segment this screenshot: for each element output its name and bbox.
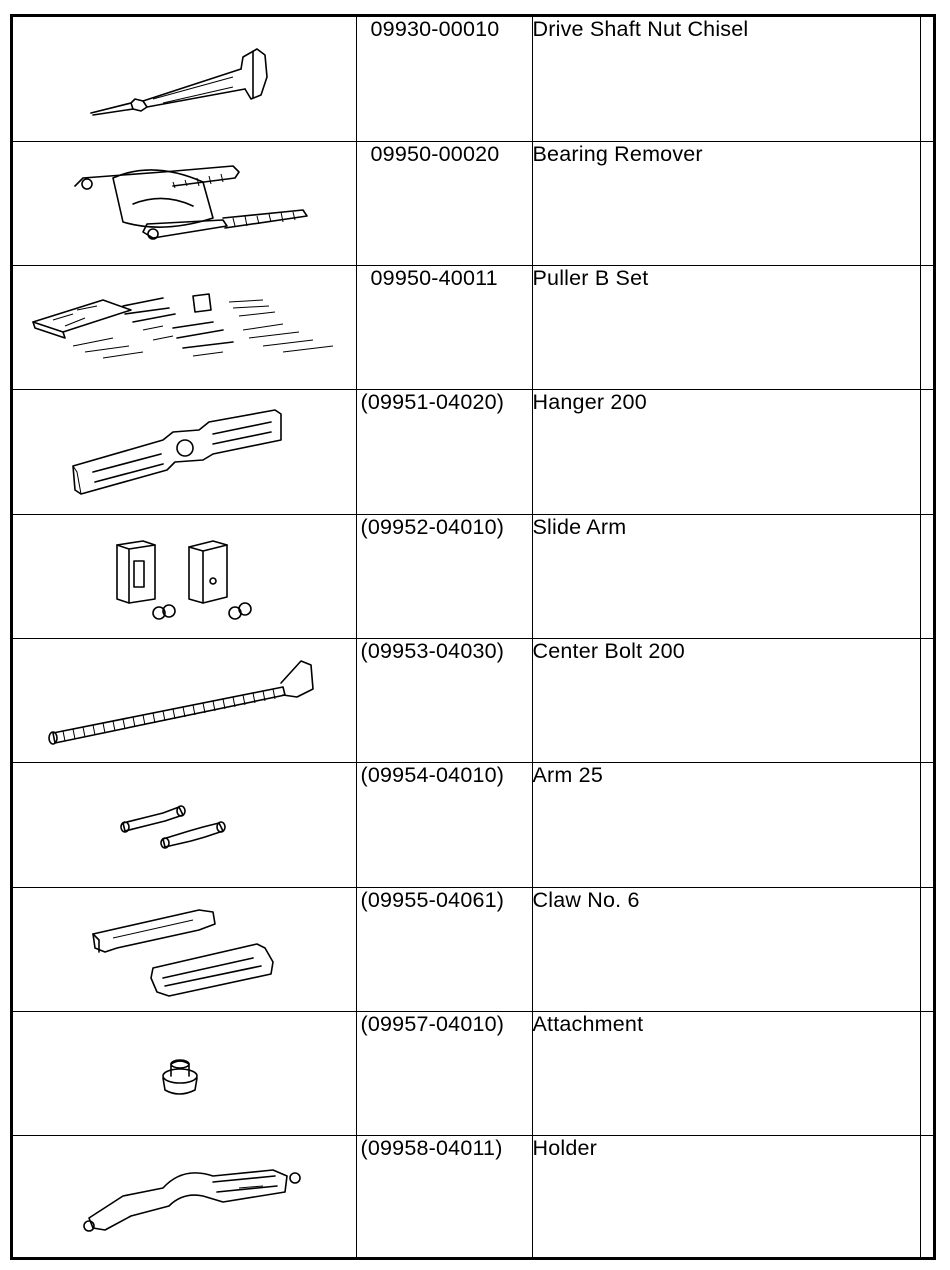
part-number: (09953-04030) bbox=[356, 638, 532, 762]
table-row bbox=[13, 763, 933, 887]
table-row bbox=[13, 141, 933, 265]
tool-illustration-cell bbox=[13, 390, 356, 514]
bearing-remover-icon bbox=[13, 142, 356, 266]
tool-illustration-cell bbox=[13, 638, 356, 762]
blank-column bbox=[920, 763, 933, 887]
tool-name: Attachment bbox=[532, 1011, 920, 1135]
part-number: (09952-04010) bbox=[356, 514, 532, 638]
tool-list-sheet bbox=[10, 14, 936, 1260]
claw-icon bbox=[13, 888, 356, 1012]
part-number: 09930-00010 bbox=[356, 17, 532, 141]
tool-name: Arm 25 bbox=[532, 763, 920, 887]
part-number: (09951-04020) bbox=[356, 390, 532, 514]
table-row bbox=[13, 638, 933, 762]
tool-name: Bearing Remover bbox=[532, 141, 920, 265]
table-row bbox=[13, 1136, 933, 1260]
blank-column bbox=[920, 17, 933, 141]
arm-icon bbox=[13, 763, 356, 887]
blank-column bbox=[920, 638, 933, 762]
tool-name: Hanger 200 bbox=[532, 390, 920, 514]
tool-illustration-cell bbox=[13, 887, 356, 1011]
chisel-icon bbox=[13, 17, 356, 141]
part-number: (09954-04010) bbox=[356, 763, 532, 887]
table-row bbox=[13, 17, 933, 141]
hanger-icon bbox=[13, 390, 356, 514]
table-row bbox=[13, 887, 933, 1011]
puller-set-icon bbox=[13, 266, 356, 390]
part-number: (09955-04061) bbox=[356, 887, 532, 1011]
tool-name: Slide Arm bbox=[532, 514, 920, 638]
blank-column bbox=[920, 514, 933, 638]
part-number: 09950-40011 bbox=[356, 266, 532, 390]
center-bolt-icon bbox=[13, 639, 356, 763]
tool-name: Drive Shaft Nut Chisel bbox=[532, 17, 920, 141]
part-number: 09950-00020 bbox=[356, 141, 532, 265]
tool-illustration-cell bbox=[13, 141, 356, 265]
tool-illustration-cell bbox=[13, 266, 356, 390]
blank-column bbox=[920, 141, 933, 265]
tool-illustration-cell bbox=[13, 17, 356, 141]
tool-name: Holder bbox=[532, 1136, 920, 1260]
part-number: (09957-04010) bbox=[356, 1011, 532, 1135]
blank-column bbox=[920, 390, 933, 514]
tool-illustration-cell bbox=[13, 514, 356, 638]
holder-icon bbox=[13, 1136, 356, 1260]
part-number: (09958-04011) bbox=[356, 1136, 532, 1260]
blank-column bbox=[920, 1136, 933, 1260]
tool-illustration-cell bbox=[13, 1136, 356, 1260]
tool-name: Center Bolt 200 bbox=[532, 638, 920, 762]
tool-name: Claw No. 6 bbox=[532, 887, 920, 1011]
table-row bbox=[13, 390, 933, 514]
special-tools-table bbox=[13, 17, 933, 1260]
table-row bbox=[13, 514, 933, 638]
blank-column bbox=[920, 1011, 933, 1135]
tool-illustration-cell bbox=[13, 763, 356, 887]
tool-name: Puller B Set bbox=[532, 266, 920, 390]
tool-illustration-cell bbox=[13, 1011, 356, 1135]
blank-column bbox=[920, 887, 933, 1011]
table-row bbox=[13, 1011, 933, 1135]
attachment-icon bbox=[13, 1012, 356, 1136]
blank-column bbox=[920, 266, 933, 390]
slide-arm-icon bbox=[13, 515, 356, 639]
table-row bbox=[13, 266, 933, 390]
